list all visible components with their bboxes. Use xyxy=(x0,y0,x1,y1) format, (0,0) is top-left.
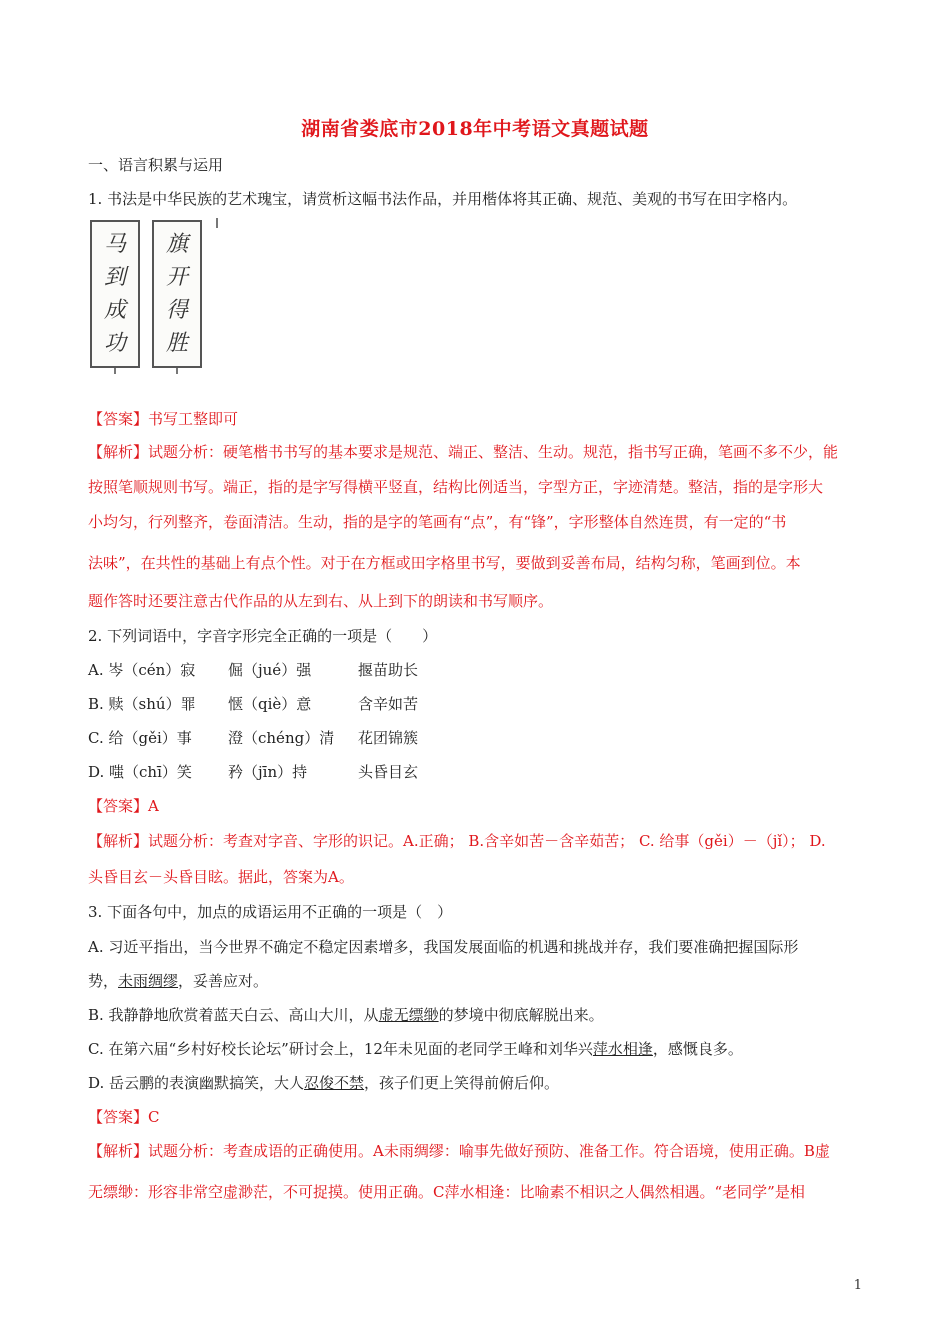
answer-tag: 【答案】 xyxy=(88,410,149,428)
analysis-text: 试题分析：考查成语的正确使用。A未雨绸缪：喻事先做好预防、准备工作。符合语境，使用正确。B虚 xyxy=(148,1142,830,1160)
scroll-pin xyxy=(114,368,116,374)
q2-option-a xyxy=(88,659,866,681)
option-text: ，感慨良多。 xyxy=(652,1040,743,1058)
analysis-tag: 【解析】 xyxy=(88,832,149,850)
analysis-tag: 【解析】 xyxy=(88,443,149,461)
option-text: B. 我静静地欣赏着蓝天白云、高山大川，从 xyxy=(88,1006,379,1024)
calligraphy-char: 旗 xyxy=(165,231,188,257)
answer-text: 书写工整即可 xyxy=(148,410,239,428)
option-text: D. 岳云鹏的表演幽默搞笑，大人 xyxy=(88,1074,305,1092)
option-part: D. 嗤（chī）笑 xyxy=(88,763,192,781)
q3-analysis-line: 无缥缈：形容非常空虚渺茫，不可捉摸。使用正确。C萍水相逢：比喻素不相识之人偶然相遇。“老同学”是相 xyxy=(88,1183,805,1201)
analysis-text: 试题分析：硬笔楷书书写的基本要求是规范、端正、整洁、生动。规范，指书写正确，笔画不多不少，能 xyxy=(148,443,839,461)
scroll-pin xyxy=(176,368,178,374)
q3-stem: 3. 下面各句中，加点的成语运用不正确的一项是（ ） xyxy=(88,903,453,921)
page-number: 1 xyxy=(853,1278,862,1293)
q3-answer xyxy=(88,1106,866,1128)
calligraphy-image xyxy=(90,220,220,375)
underlined-idiom: 虚无缥缈 xyxy=(378,1006,439,1024)
option-part: C. 给（gěi）事 xyxy=(88,729,192,747)
q2-option-b xyxy=(88,693,866,715)
answer-tag: 【答案】 xyxy=(88,1108,149,1126)
calligraphy-scroll-left xyxy=(90,220,140,368)
option-part: A. 岑（cén）寂 xyxy=(88,661,196,679)
q2-analysis-line: 头昏目玄－头昏目眩。据此，答案为A。 xyxy=(88,868,354,886)
option-part: 惬（qiè）意 xyxy=(228,695,312,713)
q2-analysis-line xyxy=(88,830,866,852)
q1-analysis-line: 题作答时还要注意古代作品的从左到右、从上到下的朗读和书写顺序。 xyxy=(88,592,554,610)
option-text: 的梦境中彻底解脱出来。 xyxy=(438,1006,604,1024)
q3-option-a-line2 xyxy=(88,970,866,992)
answer-text: A xyxy=(148,797,159,815)
q2-option-c xyxy=(88,727,866,749)
underlined-idiom: 萍水相逢 xyxy=(592,1040,653,1058)
option-part: 倔（jué）强 xyxy=(228,661,312,679)
underlined-idiom: 忍俊不禁 xyxy=(304,1074,365,1092)
q3-option-d xyxy=(88,1072,866,1094)
q1-analysis-line xyxy=(88,441,866,463)
option-part: 矜（jīn）持 xyxy=(228,763,308,781)
q1-stem: 1. 书法是中华民族的艺术瑰宝，请赏析这幅书法作品，并用楷体将其正确、规范、美观的书写在田字格内。 xyxy=(88,190,798,208)
analysis-tag: 【解析】 xyxy=(88,1142,149,1160)
q2-stem: 2. 下列词语中，字音字形完全正确的一项是（ ） xyxy=(88,627,438,645)
q1-analysis-line: 按照笔顺规则书写。端正，指的是字写得横平竖直，结构比例适当，字型方正，字迹清楚。整洁，指的是字形大 xyxy=(88,478,824,496)
option-part: 澄（chéng）清 xyxy=(228,729,335,747)
q3-option-a-line1: A. 习近平指出，当今世界不确定不稳定因素增多，我国发展面临的机遇和挑战并存，我们要准确把握国际形 xyxy=(88,938,799,956)
option-part: B. 赎（shú）罪 xyxy=(88,695,196,713)
q2-option-d xyxy=(88,761,866,783)
q1-analysis-line: 小均匀，行列整齐，卷面清洁。生动，指的是字的笔画有“点”，有“锋”，字形整体自然连贯，有一定的“书 xyxy=(88,513,787,531)
option-part: 含辛如苦 xyxy=(358,695,419,713)
q3-option-c xyxy=(88,1038,866,1060)
q3-analysis-line xyxy=(88,1140,866,1162)
q3-option-b xyxy=(88,1004,866,1026)
option-text: ，妥善应对。 xyxy=(178,972,269,990)
q1-answer xyxy=(88,408,866,430)
answer-tag: 【答案】 xyxy=(88,797,149,815)
option-part: 揠苗助长 xyxy=(358,661,419,679)
option-text: C. 在第六届“乡村好校长论坛”研讨会上，12年未见面的老同学王峰和刘华兴 xyxy=(88,1040,593,1058)
option-text: ，孩子们更上笑得前俯后仰。 xyxy=(364,1074,560,1092)
calligraphy-char: 胜 xyxy=(165,330,188,356)
scroll-pin xyxy=(216,218,218,228)
calligraphy-char: 马 xyxy=(103,231,126,257)
q2-answer xyxy=(88,795,866,817)
option-part: 花团锦簇 xyxy=(358,729,419,747)
calligraphy-char: 开 xyxy=(165,264,188,290)
document-title: 湖南省娄底市2018年中考语文真题试题 xyxy=(301,118,649,140)
q1-analysis-line: 法味”，在共性的基础上有点个性。对于在方框或田字格里书写，要做到妥善布局，结构匀称，笔画到位。本 xyxy=(88,554,801,572)
calligraphy-char: 成 xyxy=(103,297,126,323)
option-text: 势， xyxy=(88,972,119,990)
section-heading: 一、语言积累与运用 xyxy=(88,156,224,174)
calligraphy-scroll-right xyxy=(152,220,202,368)
underlined-idiom: 未雨绸缪 xyxy=(118,972,179,990)
calligraphy-char: 得 xyxy=(165,297,188,323)
option-part: 头昏目玄 xyxy=(358,763,419,781)
analysis-text: 试题分析：考查对字音、字形的识记。A.正确； B.含辛如苦－含辛茹苦； C. 给事（gěi）－（jǐ）； D. xyxy=(148,832,826,850)
answer-text: C xyxy=(148,1108,160,1126)
calligraphy-char: 到 xyxy=(103,264,126,290)
calligraphy-char: 功 xyxy=(103,330,126,356)
